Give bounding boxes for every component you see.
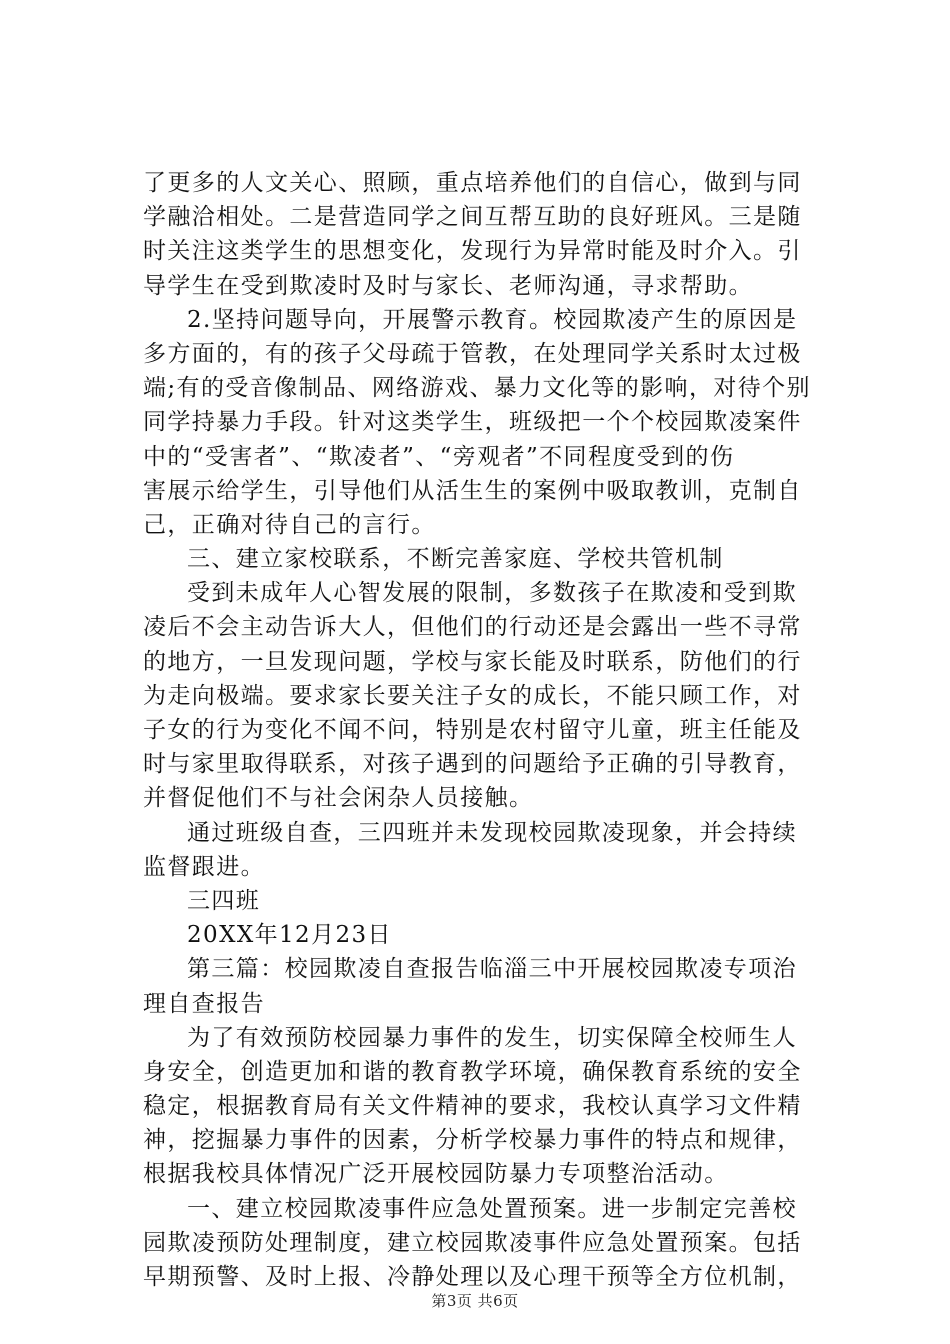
- text-line: 第三篇：校园欺凌自查报告临淄三中开展校园欺凌专项治: [187, 956, 797, 983]
- paragraph-p4: [143, 576, 815, 815]
- text-line: 三、建立家校联系，不断完善家庭、学校共管机制: [187, 546, 724, 573]
- text-line: 学融洽相处。二是营造同学之间互帮互助的良好班风。三是随: [143, 204, 802, 231]
- text-line: 早期预警、及时上报、冷静处理以及心理干预等全方位机制，: [143, 1264, 802, 1290]
- text-line: 己，正确对待自己的言行。: [143, 511, 436, 538]
- text-line: 园欺凌预防处理制度，建立校园欺凌事件应急处置预案。包括: [143, 1229, 802, 1256]
- text-line: 导学生在受到欺凌时及时与家长、老师沟通，寻求帮助。: [143, 272, 753, 299]
- text-line: 时关注这类学生的思想变化，发现行为异常时能及时介入。引: [143, 238, 802, 265]
- paragraph-p5: [143, 816, 815, 884]
- paragraph-p9: [143, 1021, 815, 1192]
- text-line: 了更多的人文关心、照顾，重点培养他们的自信心，做到与同: [143, 170, 802, 196]
- text-line: 为了有效预防校园暴力事件的发生，切实保障全校师生人: [187, 1024, 797, 1051]
- text-line: 稳定，根据教育局有关文件精神的要求，我校认真学习文件精: [143, 1093, 802, 1120]
- text-line: 20XX年12月23日: [187, 922, 392, 949]
- text-line: 害展示给学生，引导他们从活生生的案例中吸取教训，克制自: [143, 477, 802, 504]
- text-line: 中的“受害者”、“欺凌者”、“旁观者”不同程度受到的伤: [143, 443, 735, 470]
- text-line: 并督促他们不与社会闲杂人员接触。: [143, 785, 534, 812]
- document-body: [143, 166, 815, 1294]
- paragraph-p1: [143, 166, 815, 303]
- paragraph-p10: [143, 1192, 815, 1295]
- paragraph-p6: [143, 884, 815, 918]
- text-line: 监督跟进。: [143, 853, 265, 880]
- text-line: 端;有的受音像制品、网络游戏、暴力文化等的影响，对待个别: [143, 375, 811, 402]
- text-line: 受到未成年人心智发展的限制，多数孩子在欺凌和受到欺: [187, 580, 797, 607]
- text-line: 神，挖掘暴力事件的因素，分析学校暴力事件的特点和规律，: [143, 1127, 802, 1154]
- text-line: 的地方，一旦发现问题，学校与家长能及时联系，防他们的行: [143, 648, 802, 675]
- text-line: 凌后不会主动告诉大人，但他们的行动还是会露出一些不寻常: [143, 614, 802, 641]
- text-line: 2.坚持问题导向，开展警示教育。校园欺凌产生的原因是: [187, 306, 798, 333]
- text-line: 子女的行为变化不闻不问，特别是农村留守儿童，班主任能及: [143, 717, 802, 743]
- text-line: 一、建立校园欺凌事件应急处置预案。进一步制定完善校: [187, 1195, 797, 1222]
- paragraph-p3: [143, 542, 815, 576]
- text-line: 时与家里取得联系，对孩子遇到的问题给予正确的引导教育，: [143, 751, 802, 778]
- text-line: 身安全，创造更加和谐的教育教学环境，确保教育系统的安全: [143, 1058, 802, 1085]
- paragraph-p8: [143, 952, 815, 1020]
- text-line: 理自查报告: [143, 990, 265, 1017]
- paragraph-p2: [143, 303, 815, 542]
- text-line: 根据我校具体情况广泛开展校园防暴力专项整治活动。: [143, 1161, 729, 1188]
- text-line: 通过班级自查，三四班并未发现校园欺凌现象，并会持续: [187, 819, 797, 846]
- text-line: 同学持暴力手段。针对这类学生，班级把一个个校园欺凌案件: [143, 409, 802, 436]
- page-footer: 第3页 共6页: [431, 1292, 519, 1310]
- text-line: 多方面的，有的孩子父母疏于管教，在处理同学关系时太过极: [143, 340, 802, 367]
- paragraph-p7: [143, 918, 815, 952]
- text-line: 三四班: [187, 887, 261, 914]
- text-line: 为走向极端。要求家长要关注子女的成长，不能只顾工作，对: [143, 682, 802, 709]
